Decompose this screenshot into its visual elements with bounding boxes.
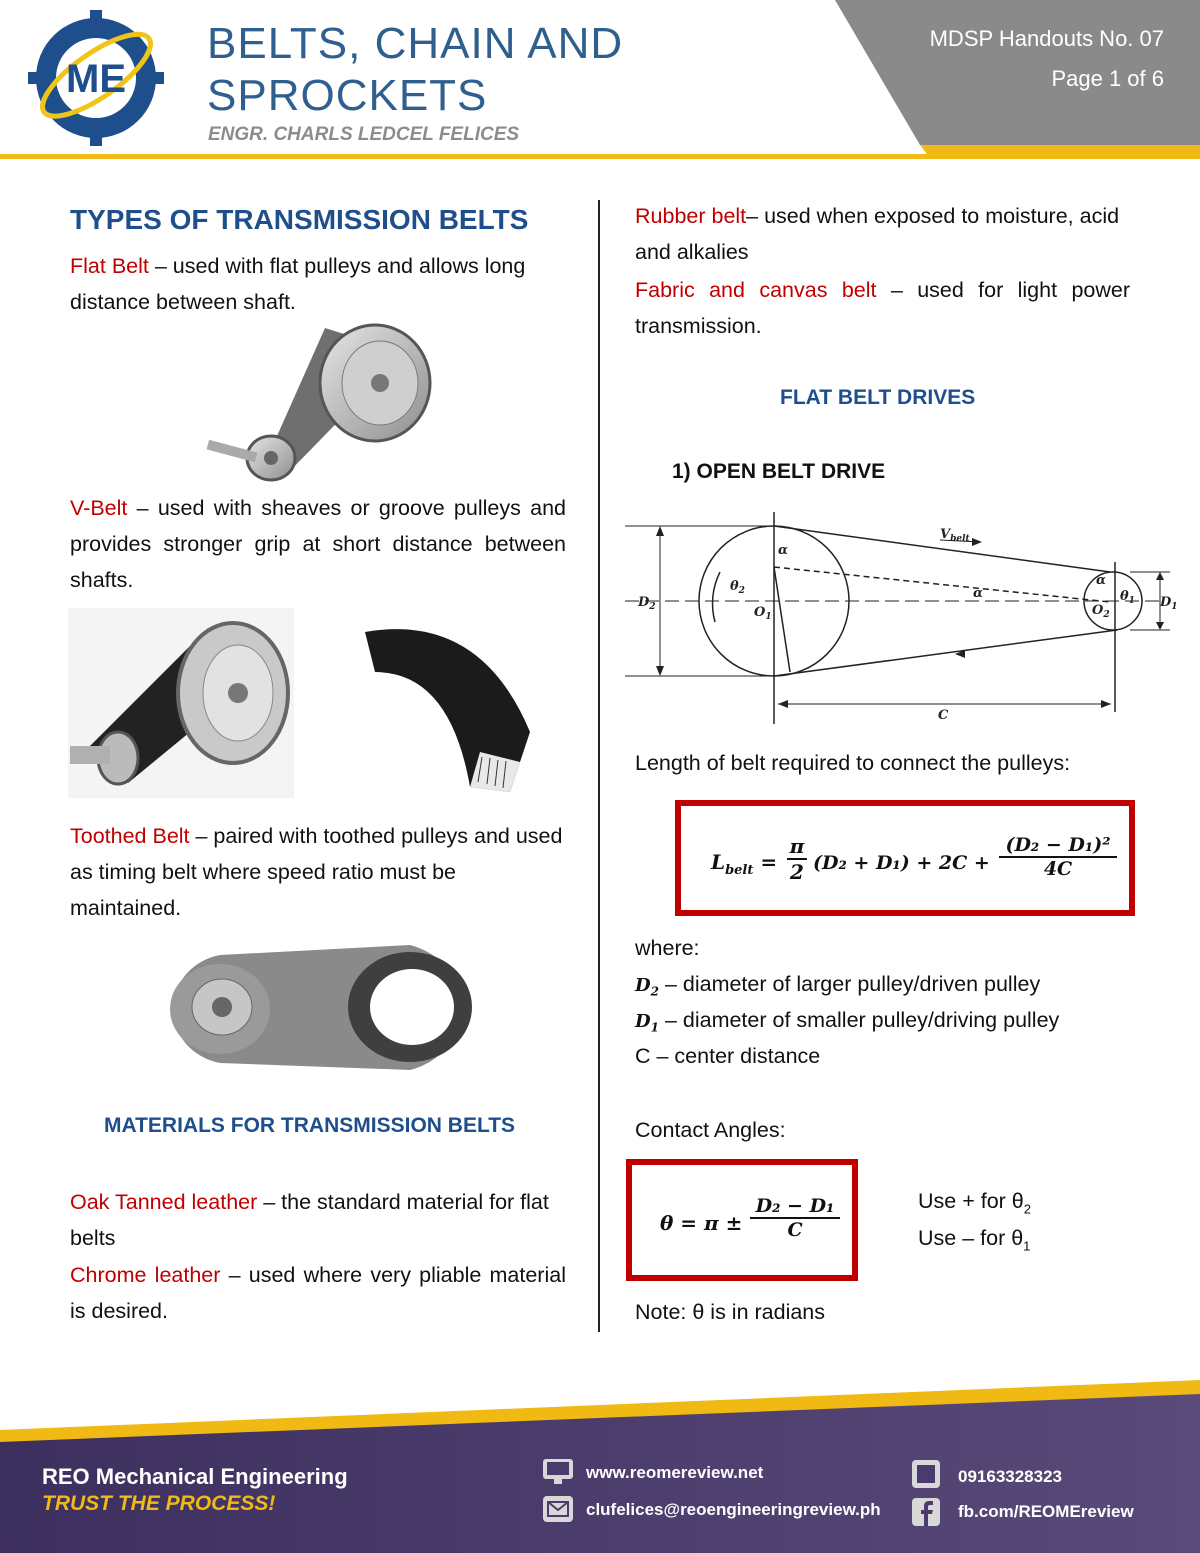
label-alpha-small: α (1096, 573, 1107, 588)
monitor-icon (542, 1458, 574, 1486)
v-belt-desc: – used with sheaves or groove pulleys and provides stronger grip at short distance between shafts. (70, 496, 566, 592)
v-belt-paragraph (70, 490, 566, 598)
flat-belt-image (205, 318, 445, 483)
column-divider (598, 200, 600, 1332)
company-name: REO Mechanical Engineering (42, 1464, 348, 1489)
d1-definition: $D_1$ – diameter of smaller pulley/driving pulley (635, 1008, 1060, 1035)
v-belt-section-image (360, 612, 546, 798)
oak-leather-desc: – the standard material for flat belts (70, 1190, 549, 1250)
rubber-belt-desc: – used when exposed to moisture, acid and alkalies (635, 204, 1120, 264)
website-link[interactable]: www.reomereview.net (586, 1463, 764, 1482)
use-plus-note: Use + for $\theta_2$ (918, 1189, 1031, 1217)
page-number: Page 1 of 6 (1051, 66, 1164, 91)
toothed-belt-paragraph (70, 818, 566, 926)
flat-belt-desc: – used with flat pulleys and allows long distance between shaft. (70, 254, 526, 314)
belt-length-formula-box (675, 800, 1135, 916)
fabric-belt-term: Fabric and canvas belt (635, 278, 877, 302)
formula-squared-fraction: (D₂ − D₁)² 4C (999, 834, 1117, 880)
label-theta2: $\theta_2$ (730, 579, 745, 596)
toothed-belt-image (150, 935, 490, 1075)
title-line-1: BELTS, CHAIN AND (207, 19, 624, 68)
label-alpha-large: α (778, 543, 789, 558)
label-theta1: $\theta_1$ (1120, 589, 1135, 606)
facebook-icon (910, 1496, 942, 1528)
v-belt-term: V-Belt (70, 496, 128, 520)
chrome-leather-term: Chrome leather (70, 1263, 221, 1287)
materials-heading: MATERIALS FOR TRANSMISSION BELTS (104, 1114, 516, 1137)
contact-angles-label: Contact Angles: (635, 1118, 786, 1142)
flat-belt-term: Flat Belt (70, 254, 149, 278)
formula-lbelt: $L_{belt}$ = (711, 850, 778, 878)
chrome-leather-paragraph (70, 1257, 566, 1329)
facebook-link[interactable]: fb.com/REOMEreview (958, 1502, 1134, 1521)
flat-belt-drives-heading: FLAT BELT DRIVES (780, 386, 976, 409)
email-icon (542, 1495, 574, 1523)
chrome-leather-desc: – used where very pliable material is desired. (70, 1263, 566, 1323)
label-o1: $O_1$ (754, 605, 772, 622)
contact-angle-formula-box (626, 1159, 858, 1281)
label-d1: $D_1$ (1160, 595, 1178, 612)
open-belt-drive-diagram (620, 512, 1180, 730)
c-definition: C – center distance (635, 1044, 821, 1068)
email-link[interactable]: clufelices@reoengineeringreview.ph (586, 1500, 881, 1519)
toothed-belt-desc: – paired with toothed pulleys and used as timing belt where speed ratio must be maintained. (70, 824, 563, 920)
types-heading: TYPES OF TRANSMISSION BELTS (70, 204, 529, 235)
d2-definition: $D_2$ – diameter of larger pulley/driven pulley (635, 972, 1041, 999)
where-label: where: (635, 936, 700, 960)
handout-number: MDSP Handouts No. 07 (929, 26, 1164, 51)
author-name: ENGR. CHARLS LEDCEL FELICES (208, 124, 520, 145)
logo-text: ME (66, 57, 126, 101)
label-d2: $D_2$ (638, 595, 656, 612)
radians-note: Note: θ is in radians (635, 1300, 826, 1324)
formula-pi-fraction: π 2 (787, 834, 807, 884)
rubber-belt-term: Rubber belt (635, 204, 747, 228)
slogan: TRUST THE PROCESS! (42, 1492, 276, 1515)
v-belt-pulley-image (68, 608, 294, 798)
toothed-belt-term: Toothed Belt (70, 824, 190, 848)
oak-leather-term: Oak Tanned leather (70, 1190, 258, 1214)
fabric-belt-paragraph (635, 272, 1130, 344)
title-line-2: SPROCKETS (207, 71, 488, 120)
reo-me-logo (28, 10, 164, 146)
theta-lhs: θ = π ± (660, 1211, 743, 1235)
label-vbelt: $V_{belt}$ (940, 527, 970, 544)
flat-belt-paragraph (70, 248, 566, 320)
belt-length-intro: Length of belt required to connect the pulleys: (635, 751, 1071, 775)
fabric-belt-desc: – used for light power transmission. (635, 278, 1130, 338)
oak-leather-paragraph (70, 1184, 566, 1256)
phone-number[interactable]: 09163328323 (958, 1467, 1063, 1486)
use-minus-note: Use – for $\theta_1$ (918, 1226, 1031, 1254)
open-belt-drive-heading: 1) OPEN BELT DRIVE (672, 460, 886, 483)
label-o2: $O_2$ (1092, 603, 1110, 620)
formula-middle: (D₂ + D₁) + 2C + (813, 852, 990, 874)
label-c: C (938, 708, 949, 723)
header-rule (0, 154, 1200, 159)
label-alpha-center: α (973, 586, 984, 601)
phone-icon (910, 1458, 942, 1490)
rubber-belt-paragraph (635, 198, 1135, 270)
theta-fraction: D₂ − D₁ C (750, 1195, 840, 1241)
